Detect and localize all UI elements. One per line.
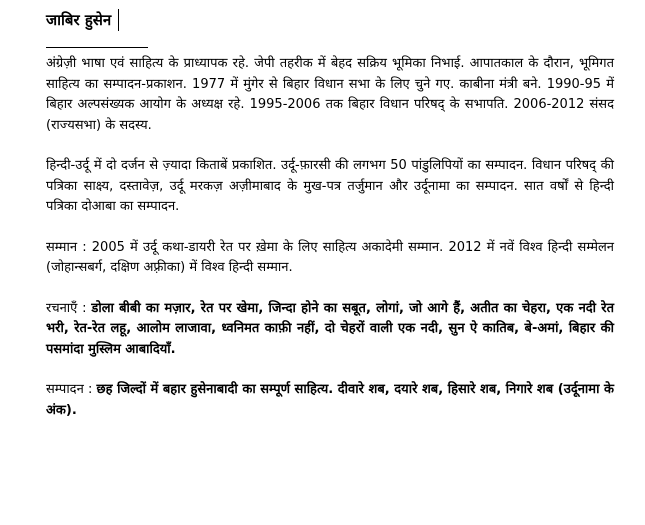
honors-text: 2005 में उर्दू कथा-डायरी रेत पर ख़ेमा के लिए साहित्य अकादेमी सम्मान. 2012 में नवें विश्व हिन्दी सम्मेलन (जोहान्सबर्ग, दक्षिण अफ़्रीका) में विश्व हिन्दी सम्मान. — [46, 239, 615, 275]
compositions-paragraph — [46, 299, 614, 361]
honors-label: सम्मान : — [46, 239, 87, 255]
editing-text: छह जिल्दों में बहार हुसेनाबादी का सम्पूर्ण साहित्य. दीवारे शब, दयारे शब, हिसारे शब, निगारे शब (उर्दूनामा के अंक). — [46, 382, 614, 418]
works-paragraph: हिन्दी-उर्दू में दो दर्जन से ज़्यादा किताबें प्रकाशित. उर्दू-फ़ारसी की लगभग 50 पांडुलिपियों का सम्पादन. विधान परिषद् की पत्रिका साक्ष्य, दस्तावेज़, उर्दू मरकज़ अज़ीमाबाद के मुख-पत्र तर्जुमान और उर्दूनामा का सम्पादन. सात वर्षों से हिन्दी पत्रिका दोआबा का सम्पादन. — [46, 158, 614, 214]
page-title: जाबिर हुसेन — [46, 11, 112, 29]
text-cursor — [118, 9, 119, 31]
title-underline — [46, 47, 148, 48]
compositions-label: रचनाएँ : — [46, 300, 87, 316]
document-body — [46, 54, 614, 441]
bio-paragraph: अंग्रेज़ी भाषा एवं साहित्य के प्राध्यापक रहे. जेपी तहरीक में बेहद सक्रिय भूमिका निभाई. आपातकाल के दौरान, भूमिगत साहित्य का सम्पादन-प्रकाशन. 1977 में मुंगेर से बिहार विधान सभा के लिए चुने गए. काबीना मंत्री बने. 1990-95 में बिहार अल्पसंख्यक आयोग के अध्यक्ष रहे. 1995-2006 तक बिहार विधान परिषद् के सभापति. 2006-2012 संसद (राज्यसभा) के सदस्य. — [46, 56, 614, 133]
editing-label: सम्पादन : — [46, 382, 93, 397]
editing-paragraph — [46, 380, 614, 421]
compositions-text: डोला बीबी का मज़ार, रेत पर खेमा, जिन्दा होने का सबूत, लोगां, जो आगे हैं, अतीत का चेहरा, एक नदी रेत भरी, रेत-रेत लहू, आलोम लाजावा, ध्वनिमत काफ़ी नहीं, दो चेहरों वाली एक नदी, सुन ऐ कातिब, बे-अमां, बिहार की पसमांदा मुस्लिम आबादियाँ. — [46, 300, 615, 357]
honors-paragraph — [46, 238, 614, 279]
